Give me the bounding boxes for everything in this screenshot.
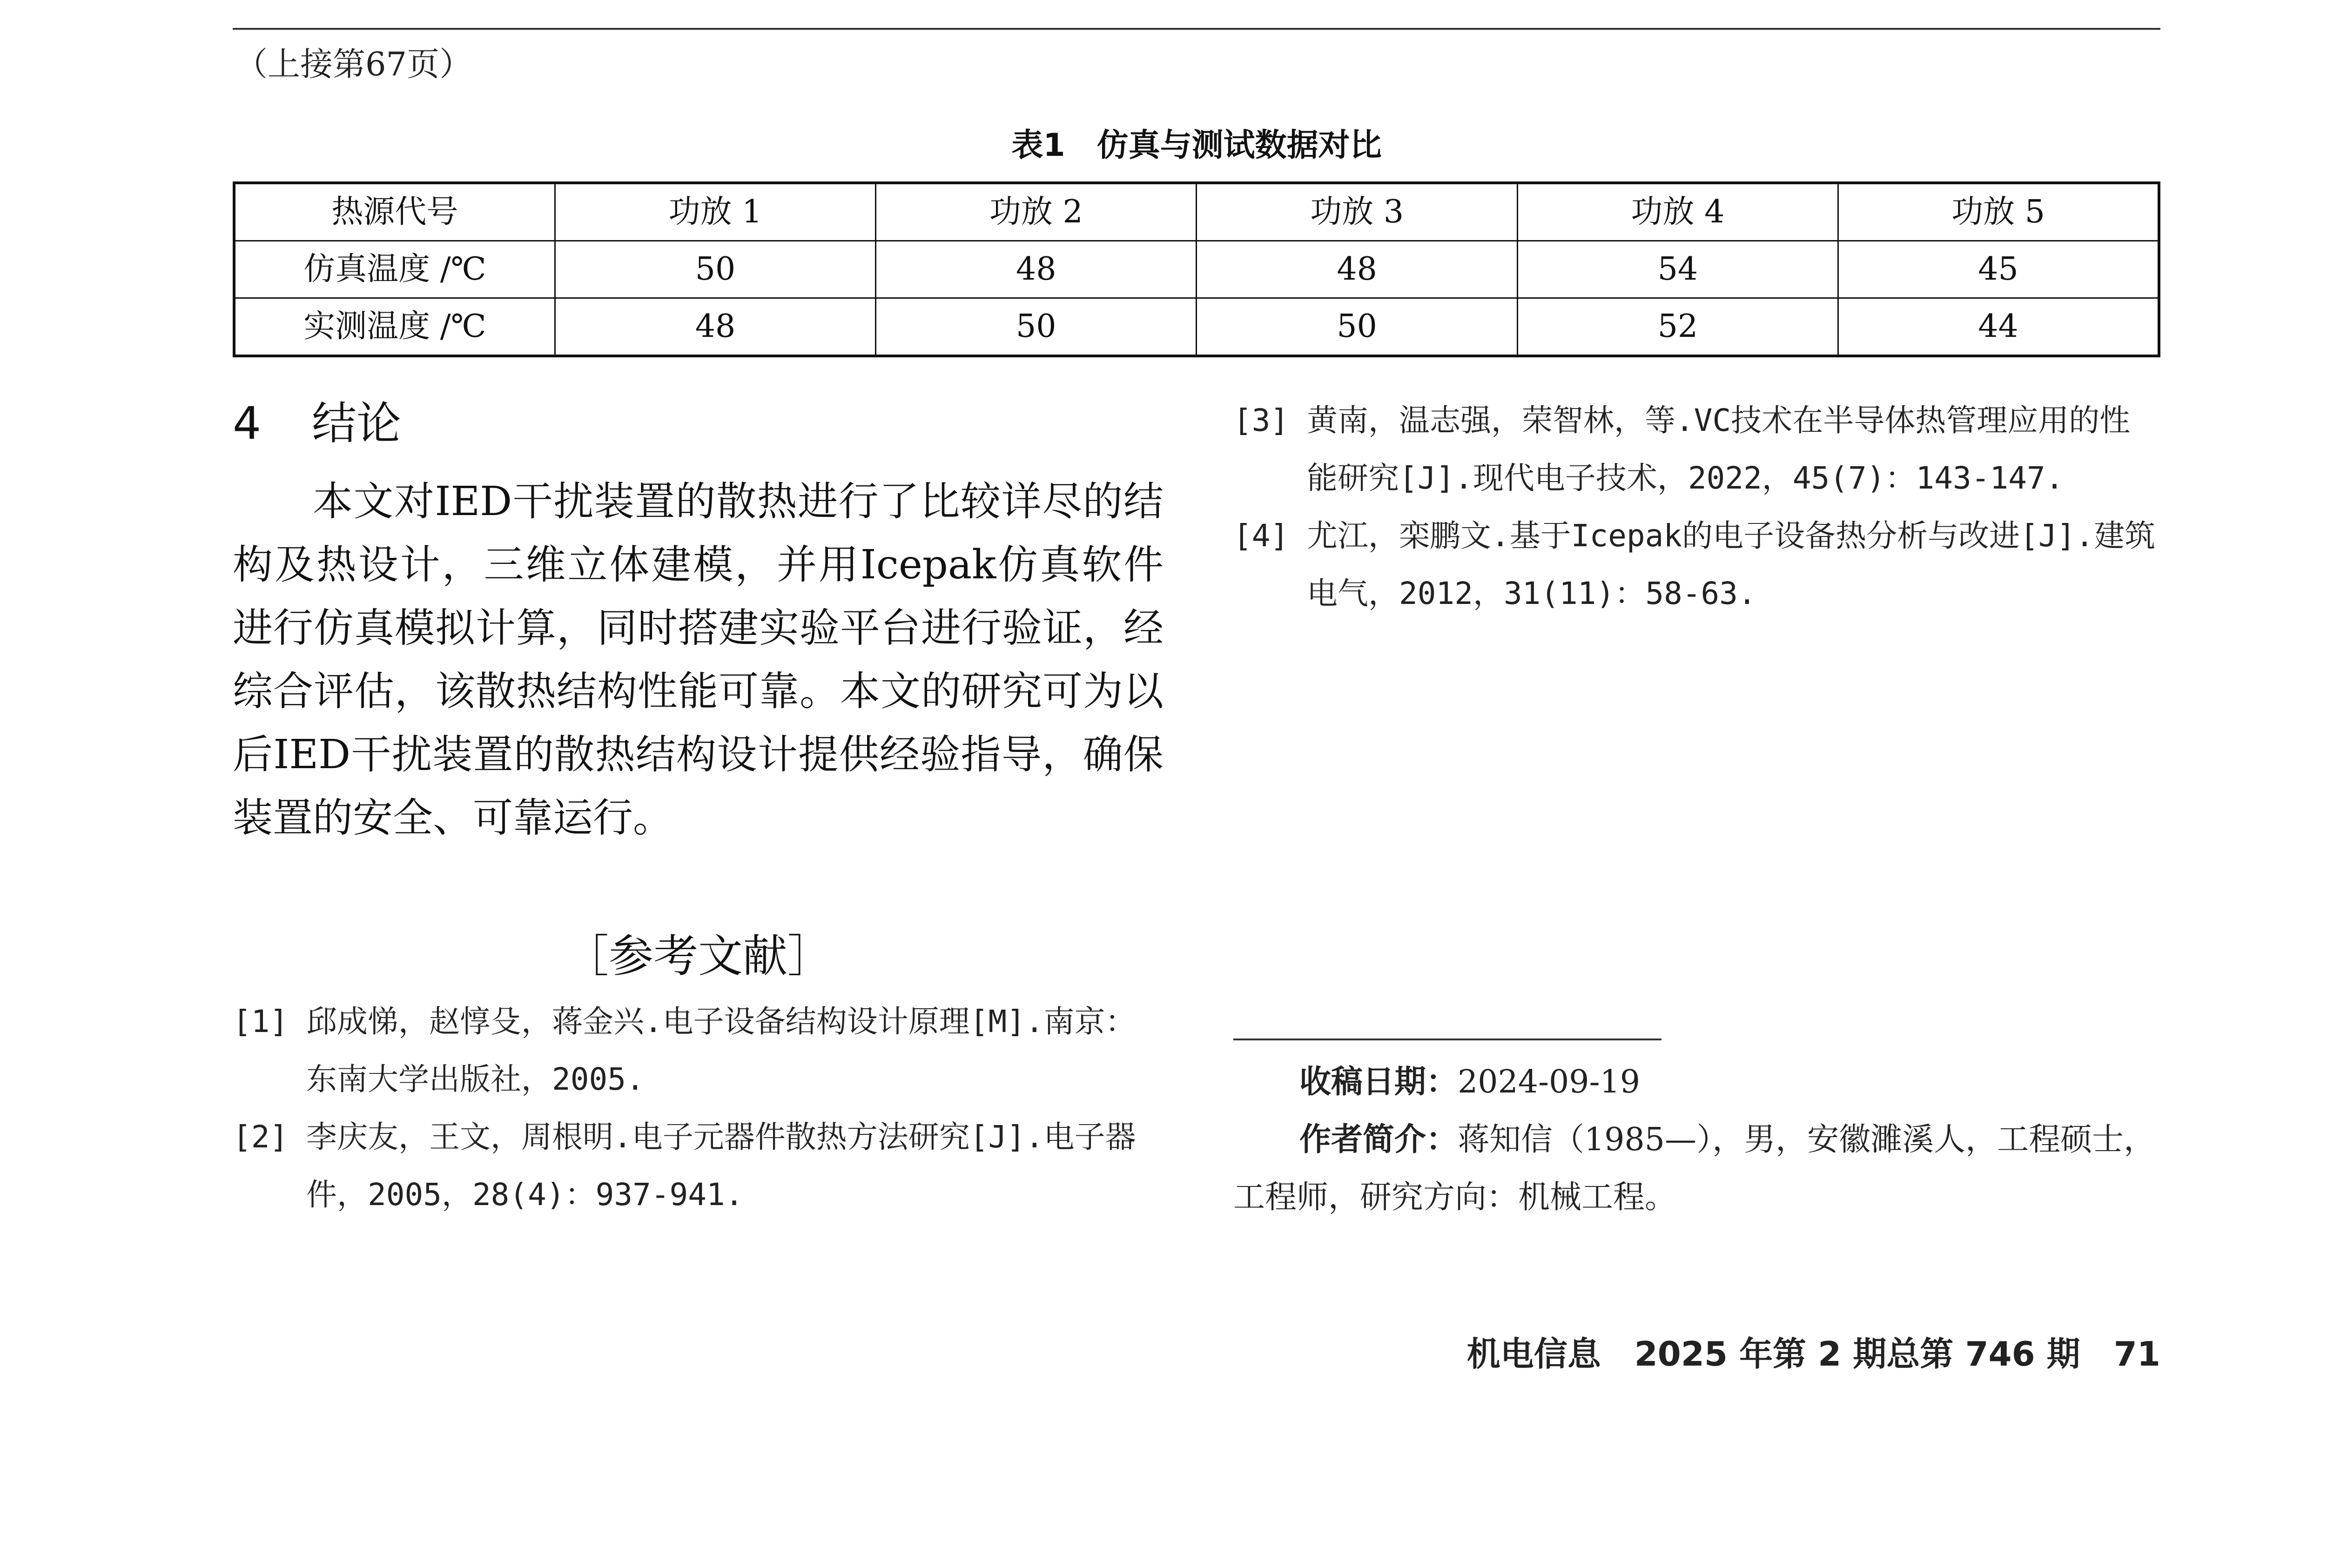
table-cell: 50	[876, 298, 1197, 356]
continuation-note: （上接第67页）	[235, 45, 472, 83]
table-title: 表1 仿真与测试数据对比	[1011, 127, 1382, 164]
table-cell: 54	[1517, 241, 1838, 298]
reference-item	[1233, 507, 2160, 623]
table-row	[234, 241, 2159, 298]
reference-text: 黄南，温志强，荣智林，等.VC技术在半导体热管理应用的性能研究[J].现代电子技术，2022，45(7)：143-147.	[1307, 402, 2131, 496]
reference-item	[233, 993, 1164, 1108]
reference-text: 尤江，栾鹏文.基于Icepak的电子设备热分析与改进[J].建筑电气，2012，31(11)：58-63.	[1307, 518, 2156, 611]
reference-item	[233, 1108, 1164, 1224]
table-header-cell: 功放 4	[1517, 183, 1838, 241]
reference-text: 李庆友，王文，周根明.电子元器件散热方法研究[J].电子器件，2005，28(4)：937-941.	[306, 1119, 1136, 1213]
reference-text: 邱成悌，赵惇殳，蒋金兴.电子设备结构设计原理[M].南京：东南大学出版社，2005.	[306, 1004, 1136, 1097]
table-cell: 48	[876, 241, 1197, 298]
table-cell: 48	[1197, 241, 1517, 298]
references-list-right	[1233, 392, 2160, 623]
table-cell: 48	[555, 298, 875, 356]
page-footer: 机电信息 2025 年第 2 期总第 746 期 71	[1466, 1334, 2160, 1374]
table-header-row	[234, 183, 2159, 241]
table-header-cell: 热源代号	[234, 183, 555, 241]
author-label: 作者简介：	[1299, 1121, 1458, 1158]
section-number: 4	[233, 397, 262, 449]
section-heading	[233, 395, 401, 451]
table-cell: 实测温度 /℃	[234, 298, 555, 356]
received-date-label: 收稿日期：	[1299, 1064, 1458, 1100]
received-date-value: 2024-09-19	[1458, 1064, 1641, 1100]
table-cell: 45	[1838, 241, 2159, 298]
table-cell: 44	[1838, 298, 2159, 356]
footnote-rule	[1233, 1039, 1661, 1040]
reference-tag: [1]	[233, 1004, 289, 1039]
table-cell: 仿真温度 /℃	[234, 241, 555, 298]
table-header-cell: 功放 1	[555, 183, 875, 241]
received-date-note	[1233, 1053, 2160, 1111]
top-rule	[233, 28, 2160, 30]
references-list-left	[233, 993, 1164, 1224]
data-table	[233, 181, 2160, 357]
reference-tag: [4]	[1233, 518, 1289, 554]
table-cell: 52	[1517, 298, 1838, 356]
table-header-cell: 功放 3	[1197, 183, 1517, 241]
section-title: 结论	[312, 397, 401, 449]
reference-tag: [3]	[1233, 402, 1289, 438]
conclusion-paragraph: 本文对IED干扰装置的散热进行了比较详尽的结构及热设计，三维立体建模，并用Icepak仿真软件进行仿真模拟计算，同时搭建实验平台进行验证，经综合评估，该散热结构性能可靠。本文的研究可为以后IED干扰装置的散热结构设计提供经验指导，确保装置的安全、可靠运行。	[233, 478, 1164, 841]
reference-tag: [2]	[233, 1119, 289, 1155]
table-header-cell: 功放 5	[1838, 183, 2159, 241]
table-header-cell: 功放 2	[876, 183, 1197, 241]
table-row	[234, 298, 2159, 356]
reference-item	[1233, 392, 2160, 507]
references-heading: ［参考文献］	[564, 930, 832, 982]
author-value: 蒋知信（1985—），男，安徽濉溪人，工程硕士，工程师，研究方向：机械工程。	[1233, 1121, 2156, 1216]
table-cell: 50	[555, 241, 875, 298]
author-note	[1233, 1111, 2160, 1226]
table-cell: 50	[1197, 298, 1517, 356]
